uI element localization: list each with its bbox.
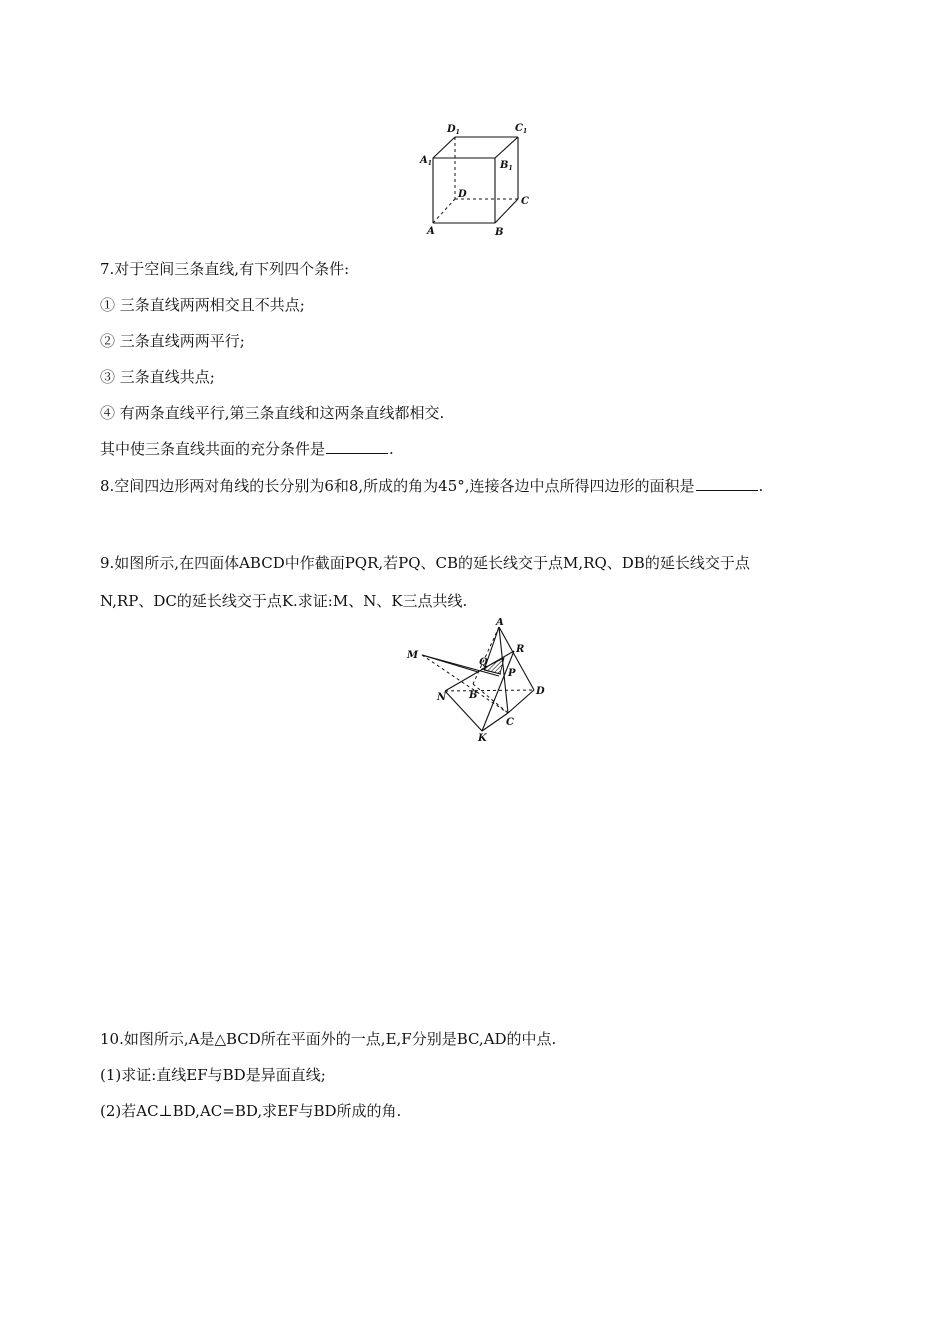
q7-item-3: ③ 三条直线共点; [100,368,215,386]
answer-blank [326,439,388,454]
cube-figure [415,118,540,240]
q7-item-1: ① 三条直线两两相交且不共点; [100,296,305,314]
q8-text: 8.空间四边形两对角线的长分别为6和8,所成的角为45°,连接各边中点所得四边形的面积是 [100,477,695,495]
q7-item-4: ④ 有两条直线平行,第三条直线和这两条直线都相交. [100,404,445,422]
label-A1: $A_1$ [420,155,432,167]
q10-stem: 10.如图所示,A是△BCD所在平面外的一点,E,F分别是BC,AD的中点. [100,1030,557,1048]
q7-ask-end: . [389,440,394,458]
label-D: D [458,189,467,200]
q7-ask-text: 其中使三条直线共面的充分条件是 [100,440,326,458]
label-C: C [506,717,514,728]
q8-end: . [758,477,764,495]
label-K: K [478,733,487,743]
q10-part-1: (1)求证:直线EF与BD是异面直线; [100,1066,326,1084]
answer-blank [696,476,758,491]
label-R: R [516,644,525,655]
label-A: A [427,226,435,237]
label-N: N [437,692,447,703]
label-M: M [407,650,419,661]
q7-ask [100,439,394,459]
tetrahedron-figure [400,618,560,743]
label-C1: $C_1$ [515,123,528,135]
q9-line-1: 9.如图所示,在四面体ABCD中作截面PQR,若PQ、CB的延长线交于点M,RQ、DB的延长线交于点 [100,554,750,572]
q9-line-2: N,RP、DC的延长线交于点K.求证:M、N、K三点共线. [100,592,468,610]
q7-item-2: ② 三条直线两两平行; [100,332,245,350]
label-C: C [521,196,529,207]
label-B: B [495,227,504,238]
label-B: B [469,690,478,701]
q7-stem: 7.对于空间三条直线,有下列四个条件: [100,260,350,278]
label-D1: $D_1$ [447,124,460,136]
label-P: P [508,668,516,679]
q8-stem [100,476,763,496]
q10-part-2: (2)若AC⊥BD,AC=BD,求EF与BD所成的角. [100,1102,402,1120]
label-B1: $B_1$ [500,160,513,172]
label-Q: Q [479,657,488,668]
label-A: A [496,618,504,628]
label-D: D [536,686,545,697]
